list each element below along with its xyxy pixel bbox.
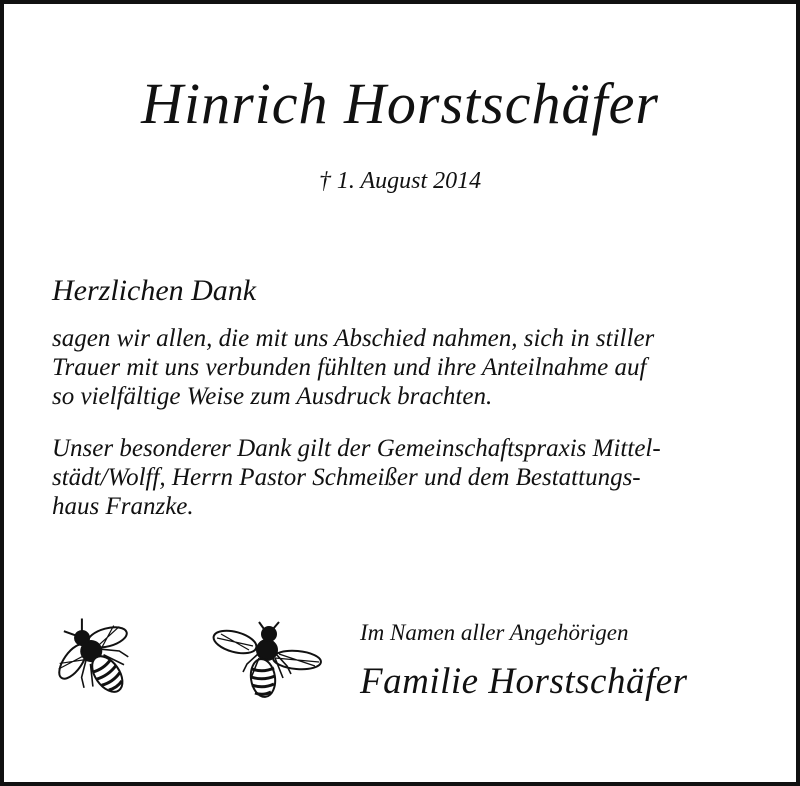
bee-icon bbox=[56, 610, 146, 720]
special-thanks-paragraph bbox=[52, 434, 752, 521]
thanks-paragraph bbox=[52, 324, 752, 411]
death-date-line bbox=[4, 168, 796, 195]
deceased-name: Hinrich Horstschäfer bbox=[141, 71, 659, 136]
thanks-heading: Herzlichen Dank bbox=[52, 274, 257, 307]
death-date: 1. August 2014 bbox=[336, 168, 482, 194]
paragraph-line: städt/Wolff, Herrn Pastor Schmeißer und dem Bestattungs- bbox=[52, 464, 641, 491]
paragraph-line: Unser besonderer Dank gilt der Gemeinschaftspraxis Mittel- bbox=[52, 435, 661, 462]
paragraph-line: so vielfältige Weise zum Ausdruck brachten. bbox=[52, 383, 493, 410]
cross-icon: † bbox=[318, 168, 331, 194]
signature-family-name: Familie Horstschäfer bbox=[360, 661, 688, 702]
bee-icon bbox=[209, 620, 325, 706]
paragraph-line: haus Franzke. bbox=[52, 493, 194, 520]
paragraph-line: Trauer mit uns verbunden fühlten und ihre Anteilnahme auf bbox=[52, 354, 647, 381]
paragraph-line: sagen wir allen, die mit uns Abschied nahmen, sich in stiller bbox=[52, 325, 655, 352]
signature-intro: Im Namen aller Angehörigen bbox=[360, 620, 629, 645]
